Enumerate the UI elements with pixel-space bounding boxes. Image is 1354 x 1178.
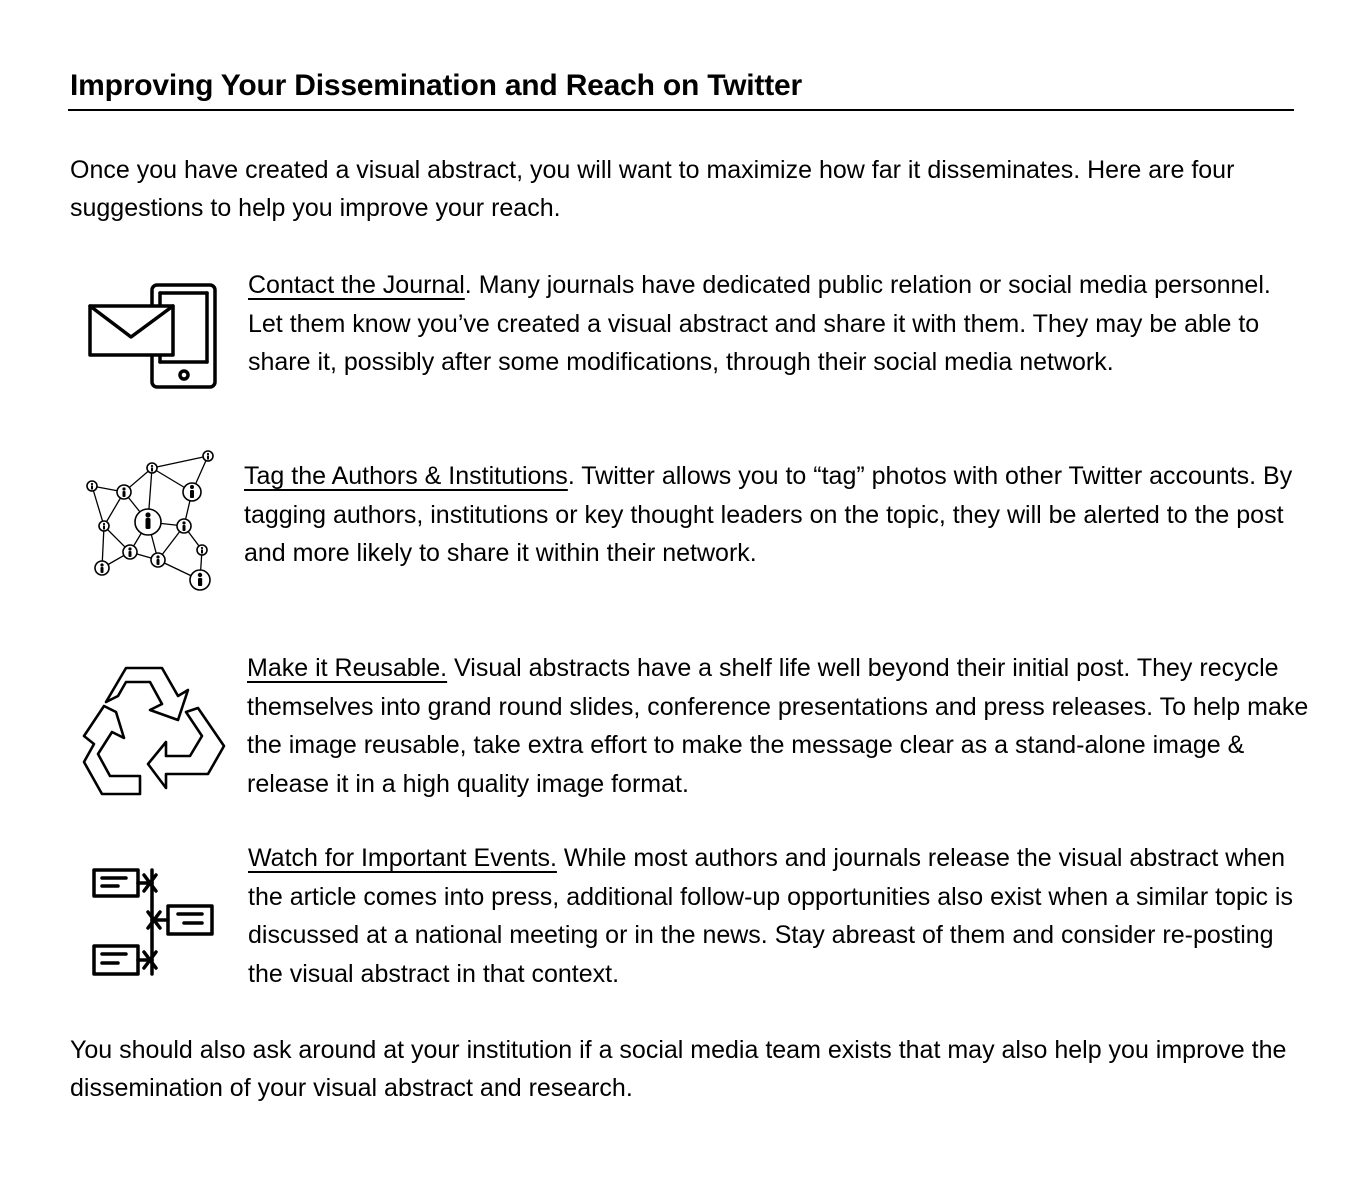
recycle-icon — [80, 662, 226, 802]
item-heading: Watch for Important Events. — [248, 844, 557, 872]
mail-phone-icon — [86, 282, 220, 390]
item-body: While most authors and journals release the visual abstract when the article comes into press, additional follow-up opportunities also exist when a similar topic is discussed at a national meeting or in the news. Stay abreast of them and consider re-posting the visual abstract in that context. — [248, 844, 1293, 988]
timeline-icon — [90, 860, 218, 984]
item-heading: Tag the Authors & Institutions — [244, 462, 568, 490]
item-body: Visual abstracts have a shelf life well beyond their initial post. They recycle themselves into grand round slides, conference presentations and press releases. To help make the image reusable, take extra effort to make the message clear as a stand-alone image & release it in a high quality image format. — [247, 654, 1309, 798]
list-item — [248, 266, 1308, 382]
list-item — [248, 839, 1308, 993]
closing-paragraph: You should also ask around at your institution if a social media team exists that may also help you improve the dissemination of your visual abstract and research. — [70, 1036, 1287, 1102]
title-divider — [68, 109, 1294, 111]
item-heading: Make it Reusable. — [247, 654, 448, 682]
list-item — [247, 649, 1317, 803]
intro-paragraph: Once you have created a visual abstract, you will want to maximize how far it disseminates. Here are four suggestions to help you improve your reach. — [70, 156, 1235, 222]
item-body: . Many journals have dedicated public relation or social media personnel. Let them know you’ve created a visual abstract and share it with them. They may be able to share it, possibly after some modifications, through their social media network. — [248, 271, 1271, 376]
item-body: . Twitter allows you to “tag” photos with other Twitter accounts. By tagging authors, institutions or key thought leaders on the topic, they will be alerted to the post and more likely to share it within their network. — [244, 462, 1293, 567]
page-title: Improving Your Dissemination and Reach on Twitter — [70, 69, 802, 102]
people-network-icon — [84, 450, 216, 592]
list-item — [244, 457, 1308, 573]
item-heading: Contact the Journal — [248, 271, 465, 299]
